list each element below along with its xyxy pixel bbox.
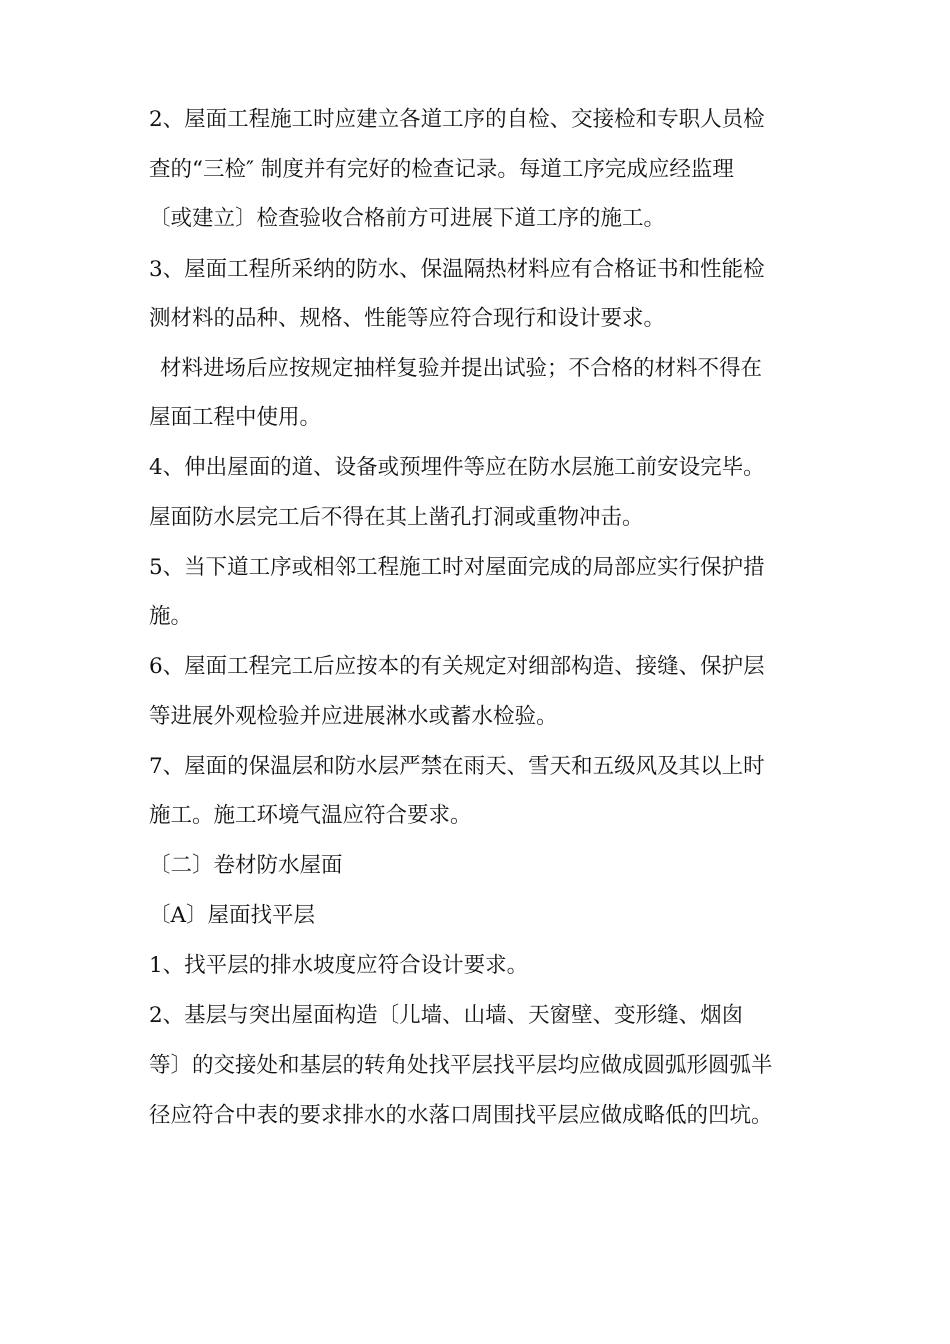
paragraph-line: 3、屋面工程所采纳的防水、保温隔热材料应有合格证书和性能检: [149, 257, 765, 282]
paragraph-line: 查的“三检″ 制度并有完好的检查记录。每道工序完成应经监理: [149, 157, 734, 182]
paragraph-line: 2、基层与突出屋面构造〔儿墙、山墙、天窗壁、变形缝、烟囱: [149, 1003, 744, 1028]
paragraph-line: 2、屋面工程施工时应建立各道工序的自检、交接检和专职人员检: [149, 107, 765, 132]
paragraph-line: 〔或建立〕检查验收合格前方可进展下道工序的施工。: [149, 206, 666, 231]
paragraph-line: 屋面防水层完工后不得在其上凿孔打洞或重物冲击。: [149, 505, 644, 530]
subsection-heading: 〔A〕屋面找平层: [149, 903, 316, 928]
paragraph-line: 7、屋面的保温层和防水层严禁在雨天、雪天和五级风及其以上时: [149, 754, 765, 779]
paragraph-line: 施。: [149, 604, 193, 629]
paragraph-line: 4、伸出屋面的道、设备或预埋件等应在防水层施工前安设完毕。: [149, 455, 765, 480]
paragraph-line: 6、屋面工程完工后应按本的有关规定对细部构造、接缝、保护层: [149, 654, 765, 679]
paragraph-line: 等进展外观检验并应进展淋水或蓄水检验。: [149, 704, 558, 729]
section-heading: 〔二〕卷材防水屋面: [149, 853, 343, 878]
paragraph-line: 径应符合中表的要求排水的水落口周围找平层应做成略低的凹坑。: [149, 1103, 773, 1128]
paragraph-line: 等〕的交接处和基层的转角处找平层找平层均应做成圆弧形圆弧半: [149, 1053, 773, 1078]
paragraph-line: 5、当下道工序或相邻工程施工时对屋面完成的局部应实行保护措: [149, 555, 765, 580]
paragraph-line: 施工。施工环境气温应符合要求。: [149, 803, 472, 828]
paragraph-line: 屋面工程中使用。: [149, 405, 322, 430]
paragraph-line: 材料进场后应按规定抽样复验并提出试验；不合格的材料不得在: [160, 356, 763, 381]
paragraph-line: 1、找平层的排水坡度应符合设计要求。: [149, 953, 529, 978]
paragraph-line: 测材料的品种、规格、性能等应符合现行和设计要求。: [149, 306, 666, 331]
